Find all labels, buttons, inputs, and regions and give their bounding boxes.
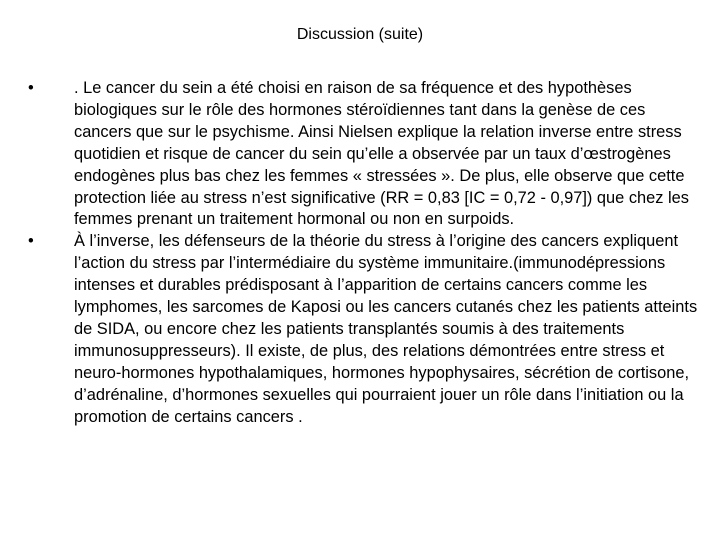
bullet-text: . Le cancer du sein a été choisi en raison de sa fréquence et des hypothèses biologiques sur le rôle des hormones stéroïdiennes tant dans la genèse de ces cancers que sur le psychisme. Ainsi Nielsen explique la relation inverse entre stress quotidien et risque de cancer du sein qu’elle a observée par un taux d’œstrogènes endogènes plus bas chez les femmes « stressées ». De plus, elle observe que cette protection liée au stress n’est significative (RR = 0,83 [IC = 0,72 - 0,97]) que chez les femmes prenant un traitement hormonal ou non en surpoids.	[74, 79, 689, 229]
bullet-marker: •	[28, 232, 34, 251]
bullet-text: À l’inverse, les défenseurs de la théorie du stress à l’origine des cancers expliquent l’action du stress par l’intermédiaire du système immunitaire.(immunodépressions intenses et durables prédisposant à l’apparition de certains cancers comme les lymphomes, les sarcomes de Kaposi ou les cancers cutanés chez les patients atteints de SIDA, ou encore chez les patients transplantés soumis à des traitements immunosuppresseurs). Il existe, de plus, des relations démontrées entre stress et neuro-hormones hypothalamiques, hormones hypophysaires, sécrétion de cortisone, d’adrénaline, d’hormones sexuelles qui pourraient jouer un rôle dans l’initiation ou la promotion de certains cancers .	[74, 232, 698, 426]
bullet-item	[28, 78, 698, 231]
bullet-marker: •	[28, 79, 34, 97]
bullet-list	[28, 78, 698, 429]
bullet-item	[28, 231, 698, 428]
slide-title: Discussion (suite)	[296, 26, 424, 43]
